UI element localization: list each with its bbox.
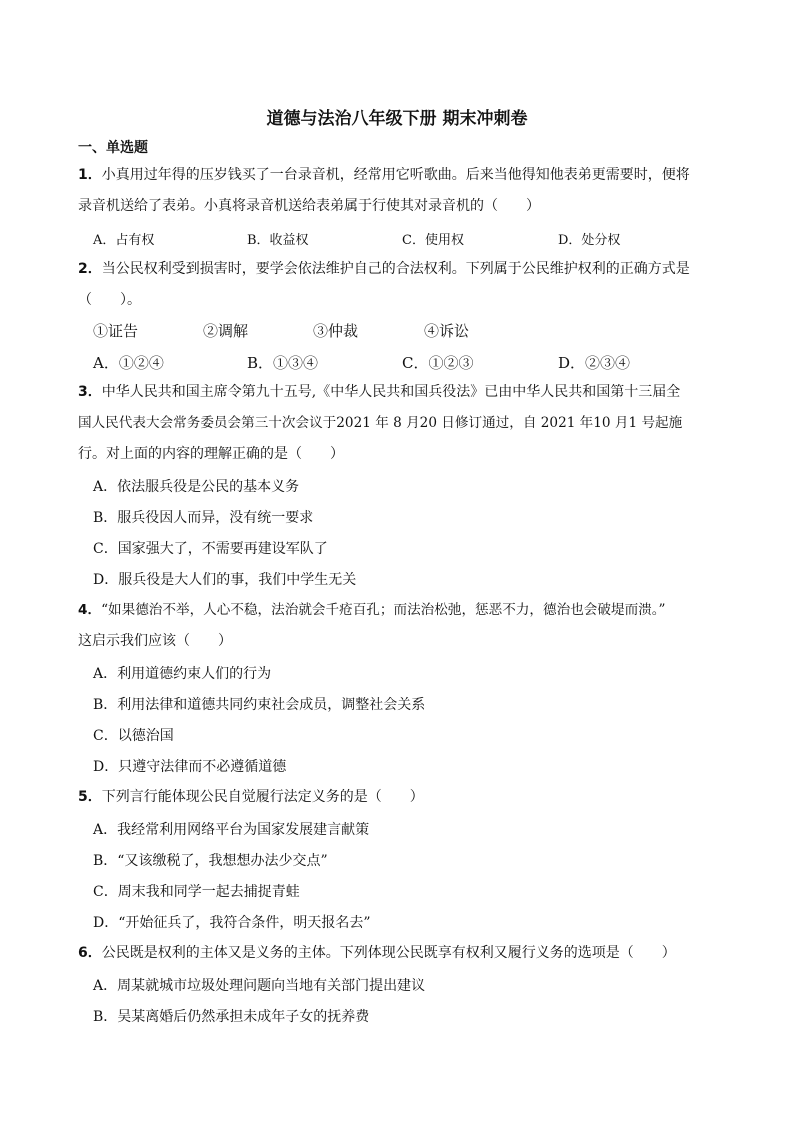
question-1-option-c: C．使用权 xyxy=(402,233,464,248)
question-3-number: 3． xyxy=(78,384,102,400)
question-4-number: 4． xyxy=(78,602,102,618)
question-6-option-a: A．周某就城市垃圾处理问题向当地有关部门提出建议 xyxy=(93,978,426,994)
question-3-option-a: A．依法服兵役是公民的基本义务 xyxy=(93,479,300,495)
question-3-option-b: B．服兵役因人而异，没有统一要求 xyxy=(93,510,314,526)
question-6-number: 6． xyxy=(78,945,102,961)
question-5-option-b: B．“又该缴税了，我想想办法少交点” xyxy=(93,853,328,869)
question-1-option-a: A．占有权 xyxy=(93,233,155,248)
question-5-option-c: C．周末我和同学一起去捕捉青蛙 xyxy=(93,884,300,900)
question-4-option-d: D．只遵守法律而不必遵循道德 xyxy=(93,759,287,775)
question-2-item-3: ③仲裁 xyxy=(313,322,359,340)
question-3-line-1: 3．中华人民共和国主席令第九十五号,《中华人民共和国兵役法》已由中华人民共和国第十三届全 xyxy=(78,384,681,400)
question-2-line-1: 2．当公民权利受到损害时，要学会依法维护自己的合法权利。下列属于公民维护权利的正确方式是 xyxy=(78,261,690,277)
question-6-option-b: B．吴某离婚后仍然承担未成年子女的抚养费 xyxy=(93,1009,370,1025)
question-1-option-d: D．处分权 xyxy=(558,233,621,248)
question-4-line-1: 4．“如果德治不举，人心不稳，法治就会千疮百孔；而法治松弛，惩恶不力，德治也会破堤而溃。” xyxy=(78,602,666,618)
question-5-option-d: D．“开始征兵了，我符合条件，明天报名去” xyxy=(93,915,371,931)
question-3-line-3: 行。对上面的内容的理解正确的是（ ） xyxy=(78,446,344,462)
question-6-line-1: 6．公民既是权利的主体又是义务的主体。下列体现公民既享有权利又履行义务的选项是（ ） xyxy=(78,945,676,961)
question-2-item-1: ①证告 xyxy=(93,322,139,340)
question-1-number: 1． xyxy=(78,167,102,183)
question-4-option-a: A．利用道德约束人们的行为 xyxy=(93,666,272,682)
question-2-option-a: A．①②④ xyxy=(93,354,164,372)
question-5-line-1: 5．下列言行能体现公民自觉履行法定义务的是（ ） xyxy=(78,789,424,805)
question-3-option-d: D．服兵役是大人们的事，我们中学生无关 xyxy=(93,572,357,588)
question-2-option-c: C．①②③ xyxy=(402,354,474,372)
question-1-option-b: B．收益权 xyxy=(247,233,309,248)
section-heading: 一、单选题 xyxy=(78,140,148,156)
question-2-option-b: B．①③④ xyxy=(247,354,319,372)
question-4-line-2: 这启示我们应该（ ） xyxy=(78,633,232,649)
question-2-line-2: （ ）。 xyxy=(78,292,141,308)
question-2-option-d: D．②③④ xyxy=(558,354,631,372)
question-1-line-2: 录音机送给了表弟。小真将录音机送给表弟属于行使其对录音机的（ ） xyxy=(78,198,540,214)
question-3-line-2: 国人民代表大会常务委员会第三十次会议于2021 年 8 月20 日修订通过，自 2021 年10 月1 号起施 xyxy=(78,415,683,431)
question-5-option-a: A．我经常利用网络平台为国家发展建言献策 xyxy=(93,822,370,838)
page-title: 道德与法治八年级下册 期末冲刺卷 xyxy=(266,109,528,129)
question-4-option-c: C．以德治国 xyxy=(93,728,174,744)
question-2-item-2: ②调解 xyxy=(203,322,249,340)
question-5-number: 5． xyxy=(78,789,102,805)
question-3-option-c: C．国家强大了，不需要再建设军队了 xyxy=(93,541,328,557)
question-2-number: 2． xyxy=(78,261,102,277)
question-1-line-1: 1．小真用过年得的压岁钱买了一台录音机，经常用它听歌曲。后来当他得知他表弟更需要时，便将 xyxy=(78,167,690,183)
question-4-option-b: B．利用法律和道德共同约束社会成员，调整社会关系 xyxy=(93,697,426,713)
question-2-item-4: ④诉讼 xyxy=(424,322,470,340)
